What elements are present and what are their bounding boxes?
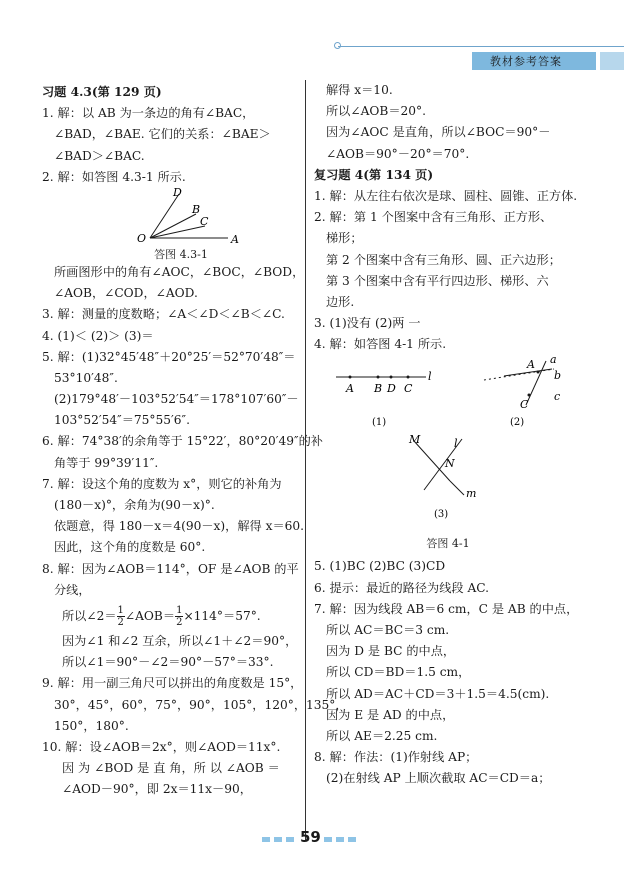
text-line: 3. (1)没有 (2)两 一: [314, 316, 421, 331]
left-block-3: [42, 631, 348, 801]
header-rule: [338, 46, 624, 47]
point-label-b: B: [192, 202, 201, 216]
text-line: ∠AOD－90°，即 2x＝11x－90，: [62, 782, 252, 797]
text-line: 所以 CD＝BD＝1.5 cm，: [326, 665, 471, 680]
fraction-half: $\frac{1}{2}$: [117, 604, 124, 628]
label-line-b: b: [554, 369, 562, 383]
ray-ob: [150, 214, 196, 238]
ray-oc: [150, 226, 205, 238]
point-c2: [528, 394, 531, 397]
text-line: 30°，45°，60°，75°，90°，105°，120°，135°，: [54, 697, 348, 712]
text-line: ∠BAD，∠BAE. 它们的关系：∠BAE＞: [54, 127, 271, 142]
text-line: 所以∠1＝90°－∠2＝90°－57°＝33°.: [62, 655, 274, 670]
label-l: l: [428, 370, 432, 384]
line-m-ext: [450, 481, 464, 495]
label-line-c: c: [554, 390, 561, 404]
point-d: [390, 376, 393, 379]
text-line: 因为 E 是 AD 的中点，: [326, 707, 455, 722]
text-line: (2)在射线 AP 上顺次截取 AC＝CD＝a；: [326, 771, 551, 786]
text-line: ∠BAD＞∠BAC.: [54, 148, 145, 163]
text-line: 6. 提示：最近的路径为线段 AC.: [314, 580, 490, 595]
right-block-1: [314, 80, 592, 355]
equation-line-8: [42, 601, 300, 631]
text-line: 5. (1)BC (2)BC (3)CD: [314, 559, 446, 574]
text-line: 8. 解：因为∠AOB＝114°，OF 是∠AOB 的平: [42, 561, 299, 576]
text-line: 5. 解：(1)32°45′48″＋20°25′＝52°70′48″＝: [42, 349, 296, 364]
text-line: 因为∠AOC 是直角，所以∠BOC＝90°－: [326, 125, 551, 140]
text-line: 因为∠1 和∠2 互余，所以∠1＋∠2＝90°，: [62, 633, 298, 648]
label-a: A: [346, 382, 354, 396]
figure-caption: 答图 4.3-1: [154, 247, 208, 261]
line-drawings-diagram: [314, 355, 592, 535]
figure-4-1: [314, 355, 592, 556]
text-line: 4. (1)＜ (2)＞ (3)＝: [42, 328, 154, 343]
text-line: 53°10′48″.: [54, 370, 118, 385]
label-n-point: N: [445, 457, 455, 471]
text-line: 1. 解：从左往右依次是球、圆柱、圆锥、正方体.: [314, 188, 578, 203]
label-line-a: a: [550, 355, 557, 367]
point-a: [349, 376, 352, 379]
text-line: 103°52′54″＝75°55′6″.: [54, 413, 190, 428]
point-b: [377, 376, 380, 379]
text-line: (2)179°48′－103°52′54″＝178°107′60″－: [54, 392, 299, 407]
footer-dash: [286, 837, 294, 842]
section-heading: 习题 4.3(第 129 页): [42, 85, 162, 99]
eq-mid: ∠AOB＝: [124, 608, 176, 623]
right-block-2: [314, 556, 592, 789]
label-a2: A: [527, 358, 535, 372]
label-m-point: M: [409, 433, 421, 447]
text-line: 解得 x＝10.: [326, 83, 393, 97]
text-line: 因此，这个角的度数是 60°.: [54, 540, 206, 555]
text-line: 所以 AC＝BC＝3 cm.: [326, 623, 450, 637]
footer-dash: [262, 837, 270, 842]
text-line: 3. 解：测量的度数略；∠A＜∠D＜∠B＜∠C.: [42, 307, 285, 322]
eq-post: ×114°＝57°.: [183, 608, 261, 623]
point-c: [407, 376, 410, 379]
sub-label-1: (1): [372, 417, 387, 429]
ray-od: [150, 194, 179, 238]
angle-rays-diagram: [42, 188, 300, 248]
sub-label-3: (3): [434, 509, 449, 521]
text-line: 第 3 个图案中含有平行四边形、梯形、六: [326, 273, 549, 288]
point-label-c: C: [200, 214, 209, 228]
text-line: 分线，: [54, 582, 91, 597]
label-b: B: [374, 382, 383, 396]
text-line: 所以∠AOB＝20°.: [326, 104, 426, 119]
label-c2: C: [520, 398, 529, 412]
text-line: 2. 解：第 1 个图案中含有三角形、正方形、: [314, 210, 553, 225]
point-a2: [537, 371, 540, 374]
text-line: 9. 解：用一副三角尺可以拼出的角度数是 15°，: [42, 676, 303, 691]
label-c: C: [404, 382, 413, 396]
text-line: 7. 解：设这个角的度数为 x°，则它的补角为: [42, 476, 282, 491]
text-line: 8. 解：作法：(1)作射线 AP；: [314, 750, 478, 765]
running-header-title: 教材参考答案: [490, 55, 562, 68]
column-divider: [305, 80, 306, 840]
text-line: 2. 解：如答图 4.3-1 所示.: [42, 169, 186, 184]
text-line: 因 为 ∠BOD 是 直 角，所 以 ∠AOB ＝: [62, 761, 280, 776]
page-number: 59: [300, 828, 321, 846]
left-block-1: [42, 82, 300, 188]
figure-4-3-1: [42, 188, 300, 262]
text-line: 所以 AD＝AC＋CD＝3＋1.5＝4.5(cm).: [326, 686, 550, 701]
footer-dash: [336, 837, 344, 842]
text-line: (180－x)°，余角为(90－x)°.: [54, 498, 215, 512]
text-line: 所画图形中的角有∠AOC，∠BOC，∠BOD，: [54, 264, 305, 279]
text-line: 10. 解：设∠AOB＝2x°，则∠AOD＝11x°.: [42, 739, 281, 754]
text-line: 1. 解：以 AB 为一条边的角有∠BAC，: [42, 106, 255, 121]
footer-dash: [324, 837, 332, 842]
label-d: D: [387, 382, 396, 396]
text-line: 4. 解：如答图 4-1 所示.: [314, 337, 447, 352]
text-line: 梯形；: [326, 231, 363, 246]
text-line: 依题意，得 180－x＝4(90－x)，解得 x＝60.: [54, 519, 305, 534]
fraction-half: $\frac{1}{2}$: [176, 604, 183, 628]
figure-caption: 答图 4-1: [426, 537, 470, 551]
footer-dash: [348, 837, 356, 842]
text-line: 所以 AE＝2.25 cm.: [326, 728, 438, 743]
point-label-o: O: [137, 231, 147, 245]
text-line: 第 2 个图案中含有三角形、圆、正六边形；: [326, 252, 561, 267]
text-line: 角等于 99°39′11″.: [54, 455, 159, 470]
sub-label-2: (2): [510, 417, 525, 429]
left-block-2: [42, 262, 323, 601]
text-line: ∠AOB＝90°－20°＝70°.: [326, 146, 470, 161]
text-line: 150°，180°.: [54, 718, 129, 733]
footer-dash: [274, 837, 282, 842]
text-line: 因为 D 是 BC 的中点，: [326, 644, 456, 659]
section-heading: 复习题 4(第 134 页): [314, 167, 434, 182]
text-line: 6. 解：74°38′的余角等于 15°22′，80°20′49″的补: [42, 434, 323, 449]
label-line-l3: l: [454, 437, 458, 451]
label-line-m: m: [466, 487, 477, 501]
eq-pre: 所以∠2＝: [62, 608, 117, 623]
text-line: 7. 解：因为线段 AB＝6 cm，C 是 AB 的中点，: [314, 601, 579, 616]
point-label-d: D: [173, 187, 182, 199]
text-line: 边形.: [326, 294, 355, 309]
text-line: ∠AOB，∠COD，∠AOD.: [54, 286, 198, 301]
header-strip: [600, 52, 624, 70]
point-label-a: A: [231, 232, 239, 246]
right-column: [314, 80, 592, 790]
